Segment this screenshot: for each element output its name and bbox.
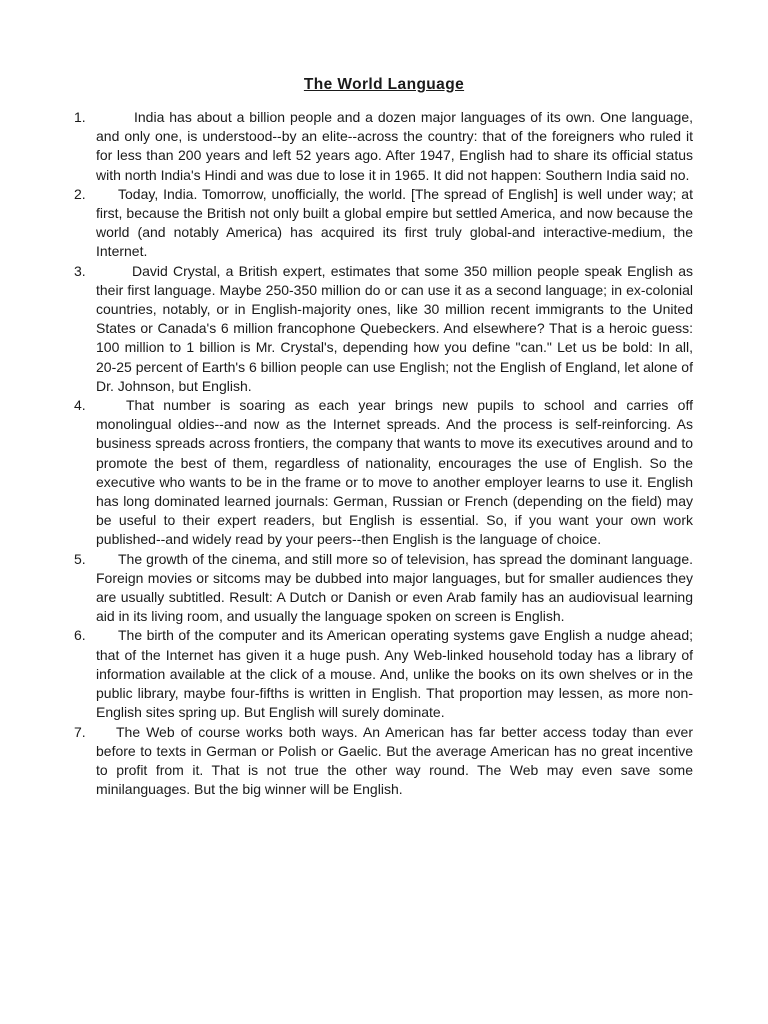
paragraph-list bbox=[0, 108, 768, 799]
paragraph-text: That number is soaring as each year brings new pupils to school and carries off monolingual oldies--and now as the Internet spreads. And the process is self-reinforcing. As business spreads across frontiers, the company that wants to move its executives around and to promote the best of them, regardless of nationality, encourages the use of English. So the executive who wants to be in the frame or to move to another employer learns to use it. English has long dominated learned journals: German, Russian or French (depending on the field) may be useful to their expert readers, but English is essential. So, if you want your own work published--and widely read by your peers--then English is the language of choice. bbox=[96, 397, 693, 548]
paragraph-5 bbox=[0, 550, 693, 627]
paragraph-text: David Crystal, a British expert, estimates that some 350 million people speak English as their first language. Maybe 250-350 million do or can use it as a second language; in ex-colonial countries, notably, or in English-majority ones, like 30 million recent immigrants to the United States or Canada's 6 million francophone Quebeckers. And elsewhere? That is a heroic guess: 100 million to 1 billion is Mr. Crystal's, depending how you define "can." Let us be bold: In all, 20-25 percent of Earth's 6 billion people can use English; not the English of England, let alone of Dr. Johnson, but English. bbox=[96, 262, 693, 394]
paragraph-text: Today, India. Tomorrow, unofficially, the world. [The spread of English] is well under way; at first, because the British not only built a global empire but settled America, and now because the world (and notably America) has acquired its first truly global-and interactive-medium, the Internet. bbox=[96, 185, 693, 260]
paragraph-number: 5. bbox=[74, 550, 86, 567]
paragraph-number: 7. bbox=[74, 723, 86, 740]
paragraph-number: 2. bbox=[74, 185, 86, 202]
paragraph-2 bbox=[0, 185, 693, 262]
paragraph-text: India has about a billion people and a dozen major languages of its own. One language, and only one, is understood--by an elite--across the country: that of the foreigners who ruled it for less than 200 years and left 52 years ago. After 1947, English had to share its official status with north India's Hindi and was due to lose it in 1965. It did not happen: Southern India said no. bbox=[96, 109, 693, 183]
paragraph-6 bbox=[0, 626, 693, 722]
paragraph-number: 6. bbox=[74, 627, 86, 644]
paragraph-number: 1. bbox=[74, 109, 86, 125]
document-title: The World Language bbox=[303, 76, 465, 93]
paragraph-text: The birth of the computer and its American operating systems gave English a nudge ahead; that of the Internet has given it a huge push. Any Web-linked household today has a library of information available at the click of a mouse. And, unlike the books on its own shelves or in the public library, maybe four-fifths is written in English. That proportion may lessen, as more non-English sites spring up. But English will surely dominate. bbox=[96, 627, 693, 721]
paragraph-3 bbox=[0, 262, 693, 396]
paragraph-text: The growth of the cinema, and still more so of television, has spread the dominant language. Foreign movies or sitcoms may be dubbed into major languages, but for smaller audiences they are usually subtitled. Result: A Dutch or Danish or even Arab family has an audiovisual learning aid in its living room, and usually the language spoken on screen is English. bbox=[96, 550, 693, 625]
paragraph-7 bbox=[0, 723, 693, 800]
paragraph-number: 3. bbox=[74, 262, 86, 279]
paragraph-1 bbox=[0, 108, 693, 185]
paragraph-4 bbox=[0, 396, 693, 550]
paragraph-text: The Web of course works both ways. An American has far better access today than ever before to texts in German or Polish or Gaelic. But the average American has no great incentive to profit from it. That is not true the other way round. The Web may even save some minilanguages. But the big winner will be English. bbox=[96, 723, 693, 798]
paragraph-number: 4. bbox=[74, 397, 86, 414]
